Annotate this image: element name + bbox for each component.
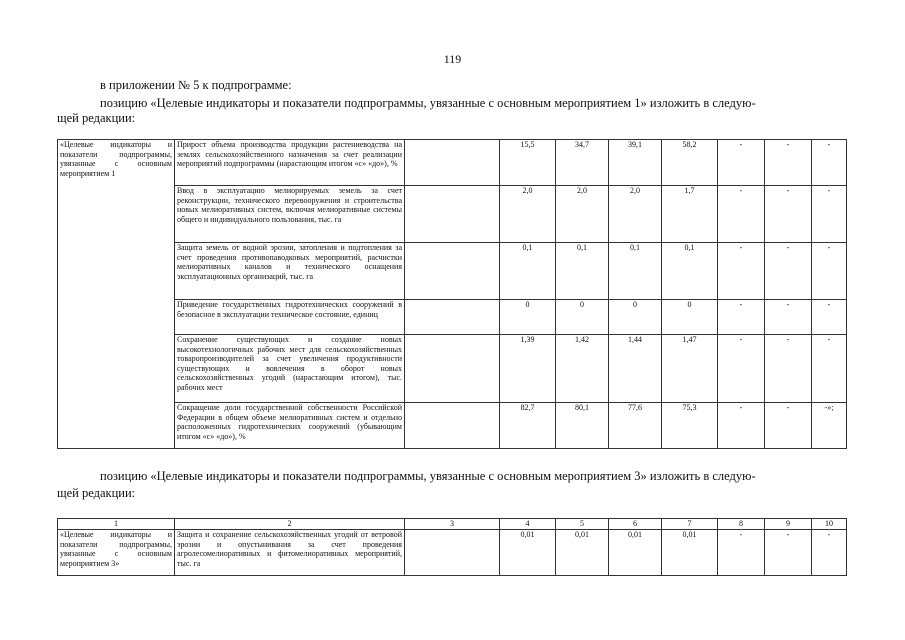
value-cell: - [718, 186, 765, 243]
value-cell [405, 335, 500, 403]
value-cell: - [812, 335, 847, 403]
table-row [58, 140, 847, 186]
value-cell: - [765, 335, 812, 403]
value-cell: 0,01 [609, 530, 662, 576]
indicators-table-2 [57, 518, 847, 576]
column-header: 9 [765, 519, 812, 530]
value-cell: 1,44 [609, 335, 662, 403]
value-cell [405, 530, 500, 576]
table-row [58, 243, 847, 300]
value-cell: 0,01 [500, 530, 556, 576]
value-cell: - [812, 186, 847, 243]
table-row [58, 530, 847, 576]
indicator-name: Ввод в эксплуатацию мелиорируемых земель за счет реконструкции, технического перевооружения и строительства новых мелиоративных систем, включая мелиоративные системы общего и индивидуального пользования, тыс. га [175, 186, 405, 243]
page-number: 119 [443, 52, 462, 66]
value-cell: 2,0 [500, 186, 556, 243]
indicator-group-cell: «Целевые индикаторы и показатели подпрограммы, увязанные с основным мероприятием 3» [58, 530, 175, 576]
value-cell: 2,0 [609, 186, 662, 243]
indicators-table-1 [57, 139, 847, 449]
value-cell: - [765, 403, 812, 449]
value-cell: 1,7 [662, 186, 718, 243]
value-cell: - [765, 186, 812, 243]
table-header-row [58, 519, 847, 530]
value-cell [405, 186, 500, 243]
value-cell: 77,6 [609, 403, 662, 449]
value-cell: - [718, 243, 765, 300]
value-cell: 0 [609, 300, 662, 335]
indicator-name: Защита земель от водной эрозии, затопления и подтопления за счет проведения противопаводковых мероприятий, расчистки мелиоративных каналов и технического оснащения эксплуатационных организаций, тыс. га [175, 243, 405, 300]
value-cell: 0,01 [662, 530, 718, 576]
indicator-group-cell: «Целевые индикаторы и показатели подпрограммы, увязанные с основным мероприятием 1 [58, 140, 175, 449]
indicator-name: Прирост объема производства продукции растениеводства на землях сельскохозяйственного назначения за счет реализации мероприятий подпрограммы (нарастающим итогом «с» «до»), % [175, 140, 405, 186]
value-cell: - [718, 335, 765, 403]
value-cell: 1,47 [662, 335, 718, 403]
value-cell: 0 [556, 300, 609, 335]
value-cell: 80,1 [556, 403, 609, 449]
column-header: 1 [58, 519, 175, 530]
column-header: 5 [556, 519, 609, 530]
table-row [58, 335, 847, 403]
value-cell: - [765, 243, 812, 300]
value-cell: 0 [500, 300, 556, 335]
column-header: 10 [812, 519, 847, 530]
column-header: 7 [662, 519, 718, 530]
value-cell: 58,2 [662, 140, 718, 186]
column-header: 6 [609, 519, 662, 530]
value-cell: - [718, 300, 765, 335]
table-row [58, 300, 847, 335]
indicator-name: Сокращение доли государственной собственности Российской Федерации в общем объеме мелиоративных систем и отдельно расположенных гидротехнических сооружений (убывающим итогом «с» «до»), % [175, 403, 405, 449]
value-cell [405, 140, 500, 186]
table-row [58, 186, 847, 243]
value-cell: 0,1 [556, 243, 609, 300]
value-cell: 1,39 [500, 335, 556, 403]
indicator-name: Приведение государственных гидротехнических сооружений в безопасное в эксплуатации техническое состояние, единиц [175, 300, 405, 335]
value-cell: 15,5 [500, 140, 556, 186]
value-cell: 1,42 [556, 335, 609, 403]
value-cell: 0,1 [609, 243, 662, 300]
column-header: 4 [500, 519, 556, 530]
value-cell: - [765, 300, 812, 335]
value-cell: - [765, 530, 812, 576]
value-cell: 82,7 [500, 403, 556, 449]
indicator-name: Защита и сохранение сельскохозяйственных угодий от ветровой эрозии и опустынивания за счет проведения агролесомелиоративных и фитомелиоративных мероприятий, тыс. га [175, 530, 405, 576]
value-cell [405, 243, 500, 300]
value-cell: - [812, 300, 847, 335]
value-cell: 39,1 [609, 140, 662, 186]
value-cell: -»; [812, 403, 847, 449]
value-cell: - [812, 243, 847, 300]
column-header: 3 [405, 519, 500, 530]
intro-appendix: в приложении № 5 к подпрограмме: [100, 78, 292, 92]
value-cell [405, 300, 500, 335]
value-cell: 0,01 [556, 530, 609, 576]
intro-position-3-line2: щей редакции: [57, 486, 136, 500]
indicator-name: Сохранение существующих и создание новых высокотехнологичных рабочих мест для сельскохозяйственных товаропроизводителей за счет увеличения продуктивности существующих и вовлечения в оборот новых сельскохозяйственных угодий (нарастающим итогом), тыс. рабочих мест [175, 335, 405, 403]
table-row [58, 403, 847, 449]
value-cell: - [718, 140, 765, 186]
intro-position-1-line2: щей редакции: [57, 111, 136, 125]
value-cell: 0,1 [500, 243, 556, 300]
value-cell: 75,3 [662, 403, 718, 449]
column-header: 2 [175, 519, 405, 530]
value-cell: 2,0 [556, 186, 609, 243]
value-cell: - [718, 403, 765, 449]
value-cell: 34,7 [556, 140, 609, 186]
column-header: 8 [718, 519, 765, 530]
value-cell [405, 403, 500, 449]
intro-position-3-line1: позицию «Целевые индикаторы и показатели подпрограммы, увязанные с основным мероприятием 3» изложить в следую- [100, 469, 756, 483]
intro-position-1-line1: позицию «Целевые индикаторы и показатели подпрограммы, увязанные с основным мероприятием 1» изложить в следую- [100, 96, 756, 110]
value-cell: - [718, 530, 765, 576]
value-cell: - [812, 530, 847, 576]
value-cell: 0 [662, 300, 718, 335]
value-cell: 0,1 [662, 243, 718, 300]
value-cell: - [765, 140, 812, 186]
value-cell: - [812, 140, 847, 186]
